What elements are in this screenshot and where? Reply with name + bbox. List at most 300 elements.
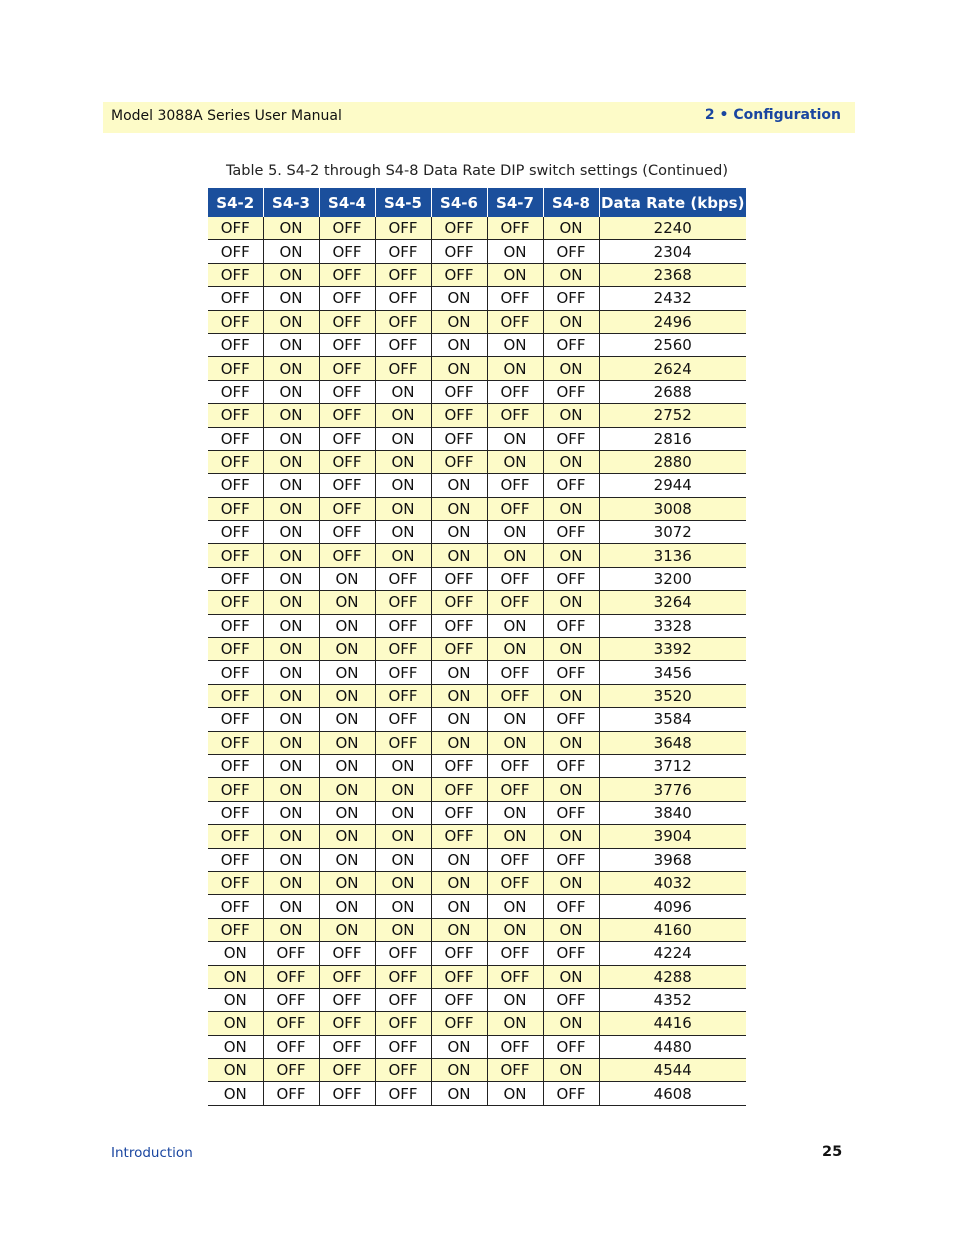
switch-setting-cell: ON — [543, 1012, 599, 1035]
switch-setting-cell: OFF — [263, 965, 319, 988]
column-header: S4-5 — [375, 188, 431, 217]
table-row — [208, 310, 746, 333]
data-rate-cell: 2496 — [599, 310, 746, 333]
switch-setting-cell: OFF — [487, 567, 543, 590]
switch-setting-cell: OFF — [487, 287, 543, 310]
switch-setting-cell: ON — [319, 895, 375, 918]
switch-setting-cell: OFF — [543, 708, 599, 731]
switch-setting-cell: ON — [263, 731, 319, 754]
switch-setting-cell: ON — [319, 754, 375, 777]
switch-setting-cell: ON — [487, 521, 543, 544]
switch-setting-cell: ON — [263, 848, 319, 871]
table-row — [208, 661, 746, 684]
table-row — [208, 474, 746, 497]
table-row — [208, 638, 746, 661]
switch-setting-cell: ON — [263, 895, 319, 918]
switch-setting-cell: ON — [375, 474, 431, 497]
data-rate-cell: 3328 — [599, 614, 746, 637]
data-rate-cell: 3520 — [599, 684, 746, 707]
switch-setting-cell: ON — [208, 1012, 263, 1035]
switch-setting-cell: ON — [263, 263, 319, 286]
switch-setting-cell: ON — [263, 778, 319, 801]
table-row — [208, 965, 746, 988]
table-row — [208, 1059, 746, 1082]
switch-setting-cell: OFF — [319, 217, 375, 240]
switch-setting-cell: OFF — [208, 754, 263, 777]
switch-setting-cell: OFF — [319, 380, 375, 403]
switch-setting-cell: OFF — [375, 988, 431, 1011]
switch-setting-cell: OFF — [208, 731, 263, 754]
switch-setting-cell: ON — [319, 731, 375, 754]
switch-setting-cell: OFF — [431, 450, 487, 473]
switch-setting-cell: OFF — [263, 1059, 319, 1082]
switch-setting-cell: OFF — [487, 661, 543, 684]
switch-setting-cell: OFF — [208, 404, 263, 427]
table-row — [208, 240, 746, 263]
switch-setting-cell: OFF — [319, 333, 375, 356]
switch-setting-cell: OFF — [487, 942, 543, 965]
table-row — [208, 708, 746, 731]
switch-setting-cell: ON — [263, 754, 319, 777]
switch-setting-cell: OFF — [375, 684, 431, 707]
switch-setting-cell: OFF — [487, 217, 543, 240]
table-row — [208, 918, 746, 941]
data-rate-cell: 4096 — [599, 895, 746, 918]
switch-setting-cell: OFF — [319, 287, 375, 310]
switch-setting-cell: ON — [487, 614, 543, 637]
table-row — [208, 825, 746, 848]
switch-setting-cell: ON — [375, 871, 431, 894]
switch-setting-cell: OFF — [208, 591, 263, 614]
switch-setting-cell: OFF — [375, 263, 431, 286]
switch-setting-cell: ON — [263, 217, 319, 240]
switch-setting-cell: OFF — [375, 731, 431, 754]
switch-setting-cell: ON — [431, 661, 487, 684]
data-rate-cell: 4352 — [599, 988, 746, 1011]
switch-setting-cell: ON — [487, 731, 543, 754]
table-row — [208, 801, 746, 824]
footer-chapter-link[interactable]: Introduction — [111, 1145, 193, 1161]
switch-setting-cell: ON — [543, 357, 599, 380]
switch-setting-cell: OFF — [375, 333, 431, 356]
switch-setting-cell: OFF — [543, 287, 599, 310]
table-row — [208, 942, 746, 965]
column-header: S4-7 — [487, 188, 543, 217]
switch-setting-cell: ON — [319, 918, 375, 941]
switch-setting-cell: ON — [431, 895, 487, 918]
switch-setting-cell: OFF — [487, 965, 543, 988]
switch-setting-cell: OFF — [319, 965, 375, 988]
switch-setting-cell: OFF — [208, 825, 263, 848]
switch-setting-cell: ON — [487, 708, 543, 731]
switch-setting-cell: ON — [263, 638, 319, 661]
switch-setting-cell: ON — [208, 1059, 263, 1082]
switch-setting-cell: OFF — [431, 942, 487, 965]
switch-setting-cell: OFF — [487, 848, 543, 871]
column-header: Data Rate (kbps) — [599, 188, 746, 217]
data-rate-cell: 4416 — [599, 1012, 746, 1035]
switch-setting-cell: OFF — [208, 778, 263, 801]
manual-title: Model 3088A Series User Manual — [111, 108, 342, 124]
data-rate-cell: 2752 — [599, 404, 746, 427]
switch-setting-cell: ON — [543, 404, 599, 427]
switch-setting-cell: ON — [319, 708, 375, 731]
switch-setting-cell: ON — [431, 848, 487, 871]
switch-setting-cell: ON — [319, 801, 375, 824]
switch-setting-cell: OFF — [543, 848, 599, 871]
data-rate-cell: 2560 — [599, 333, 746, 356]
switch-setting-cell: ON — [431, 1035, 487, 1058]
switch-setting-cell: OFF — [208, 544, 263, 567]
switch-setting-cell: ON — [263, 871, 319, 894]
switch-setting-cell: OFF — [208, 427, 263, 450]
switch-setting-cell: OFF — [208, 801, 263, 824]
switch-setting-cell: ON — [487, 357, 543, 380]
switch-setting-cell: ON — [543, 544, 599, 567]
data-rate-cell: 3776 — [599, 778, 746, 801]
switch-setting-cell: OFF — [375, 591, 431, 614]
switch-setting-cell: ON — [263, 567, 319, 590]
switch-setting-cell: ON — [431, 287, 487, 310]
switch-setting-cell: ON — [263, 825, 319, 848]
switch-setting-cell: OFF — [431, 591, 487, 614]
switch-setting-cell: ON — [487, 544, 543, 567]
switch-setting-cell: OFF — [319, 521, 375, 544]
switch-setting-cell: OFF — [319, 357, 375, 380]
switch-setting-cell: OFF — [431, 404, 487, 427]
switch-setting-cell: OFF — [375, 567, 431, 590]
switch-setting-cell: OFF — [263, 942, 319, 965]
table-row — [208, 988, 746, 1011]
switch-setting-cell: ON — [319, 591, 375, 614]
switch-setting-cell: OFF — [319, 497, 375, 520]
switch-setting-cell: ON — [263, 404, 319, 427]
switch-setting-cell: OFF — [208, 333, 263, 356]
table-row — [208, 217, 746, 240]
switch-setting-cell: OFF — [208, 684, 263, 707]
switch-setting-cell: ON — [487, 1082, 543, 1105]
switch-setting-cell: ON — [431, 918, 487, 941]
table-row — [208, 684, 746, 707]
switch-setting-cell: ON — [263, 357, 319, 380]
switch-setting-cell: OFF — [431, 754, 487, 777]
table-row — [208, 848, 746, 871]
switch-setting-cell: OFF — [375, 708, 431, 731]
switch-setting-cell: OFF — [543, 333, 599, 356]
table-row — [208, 731, 746, 754]
switch-setting-cell: OFF — [543, 567, 599, 590]
switch-setting-cell: ON — [543, 825, 599, 848]
switch-setting-cell: OFF — [208, 240, 263, 263]
switch-setting-cell: ON — [263, 918, 319, 941]
switch-setting-cell: ON — [375, 848, 431, 871]
switch-setting-cell: ON — [263, 427, 319, 450]
data-rate-cell: 3392 — [599, 638, 746, 661]
switch-setting-cell: ON — [375, 801, 431, 824]
switch-setting-cell: OFF — [543, 427, 599, 450]
switch-setting-cell: ON — [375, 497, 431, 520]
switch-setting-cell: OFF — [375, 614, 431, 637]
switch-setting-cell: ON — [263, 380, 319, 403]
table-row — [208, 497, 746, 520]
switch-setting-cell: ON — [543, 1059, 599, 1082]
switch-setting-cell: OFF — [487, 474, 543, 497]
switch-setting-cell: ON — [431, 497, 487, 520]
switch-setting-cell: OFF — [431, 567, 487, 590]
switch-setting-cell: OFF — [263, 988, 319, 1011]
switch-setting-cell: ON — [208, 1082, 263, 1105]
column-header: S4-2 — [208, 188, 263, 217]
switch-setting-cell: OFF — [208, 263, 263, 286]
table-row — [208, 521, 746, 544]
table-row — [208, 591, 746, 614]
switch-setting-cell: ON — [375, 404, 431, 427]
data-rate-cell: 4224 — [599, 942, 746, 965]
data-rate-cell: 3456 — [599, 661, 746, 684]
table-row — [208, 1082, 746, 1105]
switch-setting-cell: ON — [375, 380, 431, 403]
switch-setting-cell: ON — [431, 333, 487, 356]
switch-setting-cell: OFF — [208, 614, 263, 637]
switch-setting-cell: ON — [319, 661, 375, 684]
data-rate-cell: 2688 — [599, 380, 746, 403]
switch-setting-cell: ON — [487, 801, 543, 824]
switch-setting-cell: OFF — [319, 450, 375, 473]
switch-setting-cell: ON — [431, 871, 487, 894]
switch-setting-cell: OFF — [319, 263, 375, 286]
switch-setting-cell: OFF — [431, 825, 487, 848]
switch-setting-cell: ON — [319, 778, 375, 801]
table-caption: Table 5. S4-2 through S4-8 Data Rate DIP switch settings (Continued) — [225, 163, 729, 179]
switch-setting-cell: ON — [319, 848, 375, 871]
data-rate-cell: 3968 — [599, 848, 746, 871]
switch-setting-cell: ON — [487, 240, 543, 263]
table-row — [208, 871, 746, 894]
switch-setting-cell: OFF — [208, 661, 263, 684]
switch-setting-cell: ON — [431, 1059, 487, 1082]
switch-setting-cell: ON — [487, 427, 543, 450]
table-row — [208, 778, 746, 801]
switch-setting-cell: OFF — [319, 474, 375, 497]
switch-setting-cell: OFF — [319, 1059, 375, 1082]
switch-setting-cell: OFF — [543, 614, 599, 637]
data-rate-cell: 3200 — [599, 567, 746, 590]
switch-setting-cell: OFF — [208, 708, 263, 731]
table-row — [208, 567, 746, 590]
switch-setting-cell: ON — [263, 661, 319, 684]
switch-setting-cell: OFF — [208, 567, 263, 590]
switch-setting-cell: ON — [375, 895, 431, 918]
switch-setting-cell: OFF — [431, 240, 487, 263]
table-row — [208, 895, 746, 918]
switch-setting-cell: ON — [487, 638, 543, 661]
data-rate-cell: 2368 — [599, 263, 746, 286]
switch-setting-cell: OFF — [375, 965, 431, 988]
switch-setting-cell: OFF — [208, 497, 263, 520]
switch-setting-cell: OFF — [208, 521, 263, 544]
switch-setting-cell: ON — [431, 310, 487, 333]
switch-setting-cell: ON — [487, 918, 543, 941]
switch-setting-cell: OFF — [319, 1035, 375, 1058]
switch-setting-cell: OFF — [319, 988, 375, 1011]
switch-setting-cell: OFF — [208, 895, 263, 918]
switch-setting-cell: OFF — [543, 521, 599, 544]
switch-setting-cell: ON — [375, 825, 431, 848]
switch-setting-cell: OFF — [375, 240, 431, 263]
data-rate-cell: 4032 — [599, 871, 746, 894]
switch-setting-cell: ON — [375, 521, 431, 544]
switch-setting-cell: ON — [208, 1035, 263, 1058]
table-header-row — [208, 188, 746, 217]
switch-setting-cell: ON — [263, 684, 319, 707]
switch-setting-cell: ON — [319, 825, 375, 848]
data-rate-cell: 3264 — [599, 591, 746, 614]
switch-setting-cell: OFF — [319, 240, 375, 263]
switch-setting-cell: ON — [263, 333, 319, 356]
column-header: S4-8 — [543, 188, 599, 217]
switch-setting-cell: OFF — [431, 427, 487, 450]
switch-setting-cell: ON — [543, 731, 599, 754]
data-rate-cell: 2432 — [599, 287, 746, 310]
switch-setting-cell: OFF — [487, 497, 543, 520]
switch-setting-cell: OFF — [208, 450, 263, 473]
data-rate-cell: 4288 — [599, 965, 746, 988]
column-header: S4-4 — [319, 188, 375, 217]
switch-setting-cell: ON — [431, 357, 487, 380]
switch-setting-cell: ON — [263, 521, 319, 544]
table-body — [208, 217, 746, 1105]
switch-setting-cell: ON — [487, 895, 543, 918]
table-row — [208, 333, 746, 356]
switch-setting-cell: ON — [431, 521, 487, 544]
switch-setting-cell: OFF — [319, 942, 375, 965]
switch-setting-cell: ON — [543, 778, 599, 801]
switch-setting-cell: ON — [543, 871, 599, 894]
data-rate-cell: 3136 — [599, 544, 746, 567]
page-number: 25 — [822, 1144, 843, 1160]
switch-setting-cell: ON — [319, 614, 375, 637]
switch-setting-cell: OFF — [487, 778, 543, 801]
switch-setting-cell: ON — [375, 427, 431, 450]
switch-setting-cell: ON — [263, 287, 319, 310]
switch-setting-cell: ON — [319, 871, 375, 894]
switch-setting-cell: OFF — [375, 942, 431, 965]
switch-setting-cell: ON — [487, 263, 543, 286]
switch-setting-cell: OFF — [208, 217, 263, 240]
table-row — [208, 450, 746, 473]
table-row — [208, 1035, 746, 1058]
switch-setting-cell: ON — [543, 310, 599, 333]
switch-setting-cell: ON — [431, 544, 487, 567]
table-row — [208, 287, 746, 310]
data-rate-cell: 3072 — [599, 521, 746, 544]
switch-setting-cell: OFF — [319, 1012, 375, 1035]
switch-setting-cell: ON — [263, 240, 319, 263]
switch-setting-cell: OFF — [487, 684, 543, 707]
switch-setting-cell: OFF — [375, 310, 431, 333]
switch-setting-cell: OFF — [208, 380, 263, 403]
switch-setting-cell: OFF — [208, 848, 263, 871]
switch-setting-cell: ON — [543, 965, 599, 988]
data-rate-cell: 4544 — [599, 1059, 746, 1082]
table-row — [208, 614, 746, 637]
data-rate-cell: 3008 — [599, 497, 746, 520]
data-rate-cell: 2240 — [599, 217, 746, 240]
switch-setting-cell: OFF — [487, 310, 543, 333]
switch-setting-cell: ON — [263, 544, 319, 567]
table-row — [208, 404, 746, 427]
data-rate-cell: 3584 — [599, 708, 746, 731]
switch-setting-cell: ON — [263, 801, 319, 824]
switch-setting-cell: OFF — [431, 778, 487, 801]
switch-setting-cell: OFF — [431, 965, 487, 988]
switch-setting-cell: OFF — [263, 1012, 319, 1035]
switch-setting-cell: OFF — [431, 614, 487, 637]
switch-setting-cell: OFF — [263, 1082, 319, 1105]
switch-setting-cell: OFF — [543, 1035, 599, 1058]
data-rate-cell: 4608 — [599, 1082, 746, 1105]
switch-setting-cell: ON — [543, 591, 599, 614]
switch-setting-cell: OFF — [487, 380, 543, 403]
switch-setting-cell: OFF — [208, 310, 263, 333]
switch-setting-cell: OFF — [431, 988, 487, 1011]
switch-setting-cell: OFF — [487, 404, 543, 427]
switch-setting-cell: OFF — [543, 474, 599, 497]
switch-setting-cell: ON — [319, 638, 375, 661]
switch-setting-cell: ON — [543, 497, 599, 520]
switch-setting-cell: OFF — [431, 217, 487, 240]
switch-setting-cell: ON — [431, 708, 487, 731]
switch-setting-cell: OFF — [543, 988, 599, 1011]
switch-setting-cell: OFF — [543, 895, 599, 918]
data-rate-cell: 4160 — [599, 918, 746, 941]
switch-setting-cell: ON — [487, 450, 543, 473]
switch-setting-cell: OFF — [543, 942, 599, 965]
switch-setting-cell: ON — [543, 638, 599, 661]
switch-setting-cell: OFF — [263, 1035, 319, 1058]
switch-setting-cell: OFF — [375, 287, 431, 310]
switch-setting-cell: OFF — [319, 1082, 375, 1105]
switch-setting-cell: ON — [487, 825, 543, 848]
switch-setting-cell: OFF — [375, 217, 431, 240]
data-rate-cell: 2944 — [599, 474, 746, 497]
dip-switch-table — [208, 188, 746, 1106]
data-rate-cell: 3712 — [599, 754, 746, 777]
switch-setting-cell: OFF — [208, 638, 263, 661]
switch-setting-cell: OFF — [319, 310, 375, 333]
table-row — [208, 544, 746, 567]
switch-setting-cell: ON — [375, 544, 431, 567]
data-rate-cell: 2624 — [599, 357, 746, 380]
switch-setting-cell: ON — [431, 684, 487, 707]
switch-setting-cell: OFF — [375, 661, 431, 684]
switch-setting-cell: OFF — [487, 1059, 543, 1082]
switch-setting-cell: OFF — [208, 357, 263, 380]
switch-setting-cell: OFF — [487, 871, 543, 894]
switch-setting-cell: OFF — [431, 1012, 487, 1035]
switch-setting-cell: OFF — [208, 871, 263, 894]
switch-setting-cell: OFF — [431, 638, 487, 661]
switch-setting-cell: ON — [375, 778, 431, 801]
switch-setting-cell: OFF — [375, 1012, 431, 1035]
switch-setting-cell: ON — [263, 474, 319, 497]
running-header — [103, 102, 855, 133]
switch-setting-cell: ON — [431, 1082, 487, 1105]
switch-setting-cell: ON — [208, 942, 263, 965]
table-row — [208, 380, 746, 403]
data-rate-cell: 2880 — [599, 450, 746, 473]
switch-setting-cell: OFF — [319, 427, 375, 450]
